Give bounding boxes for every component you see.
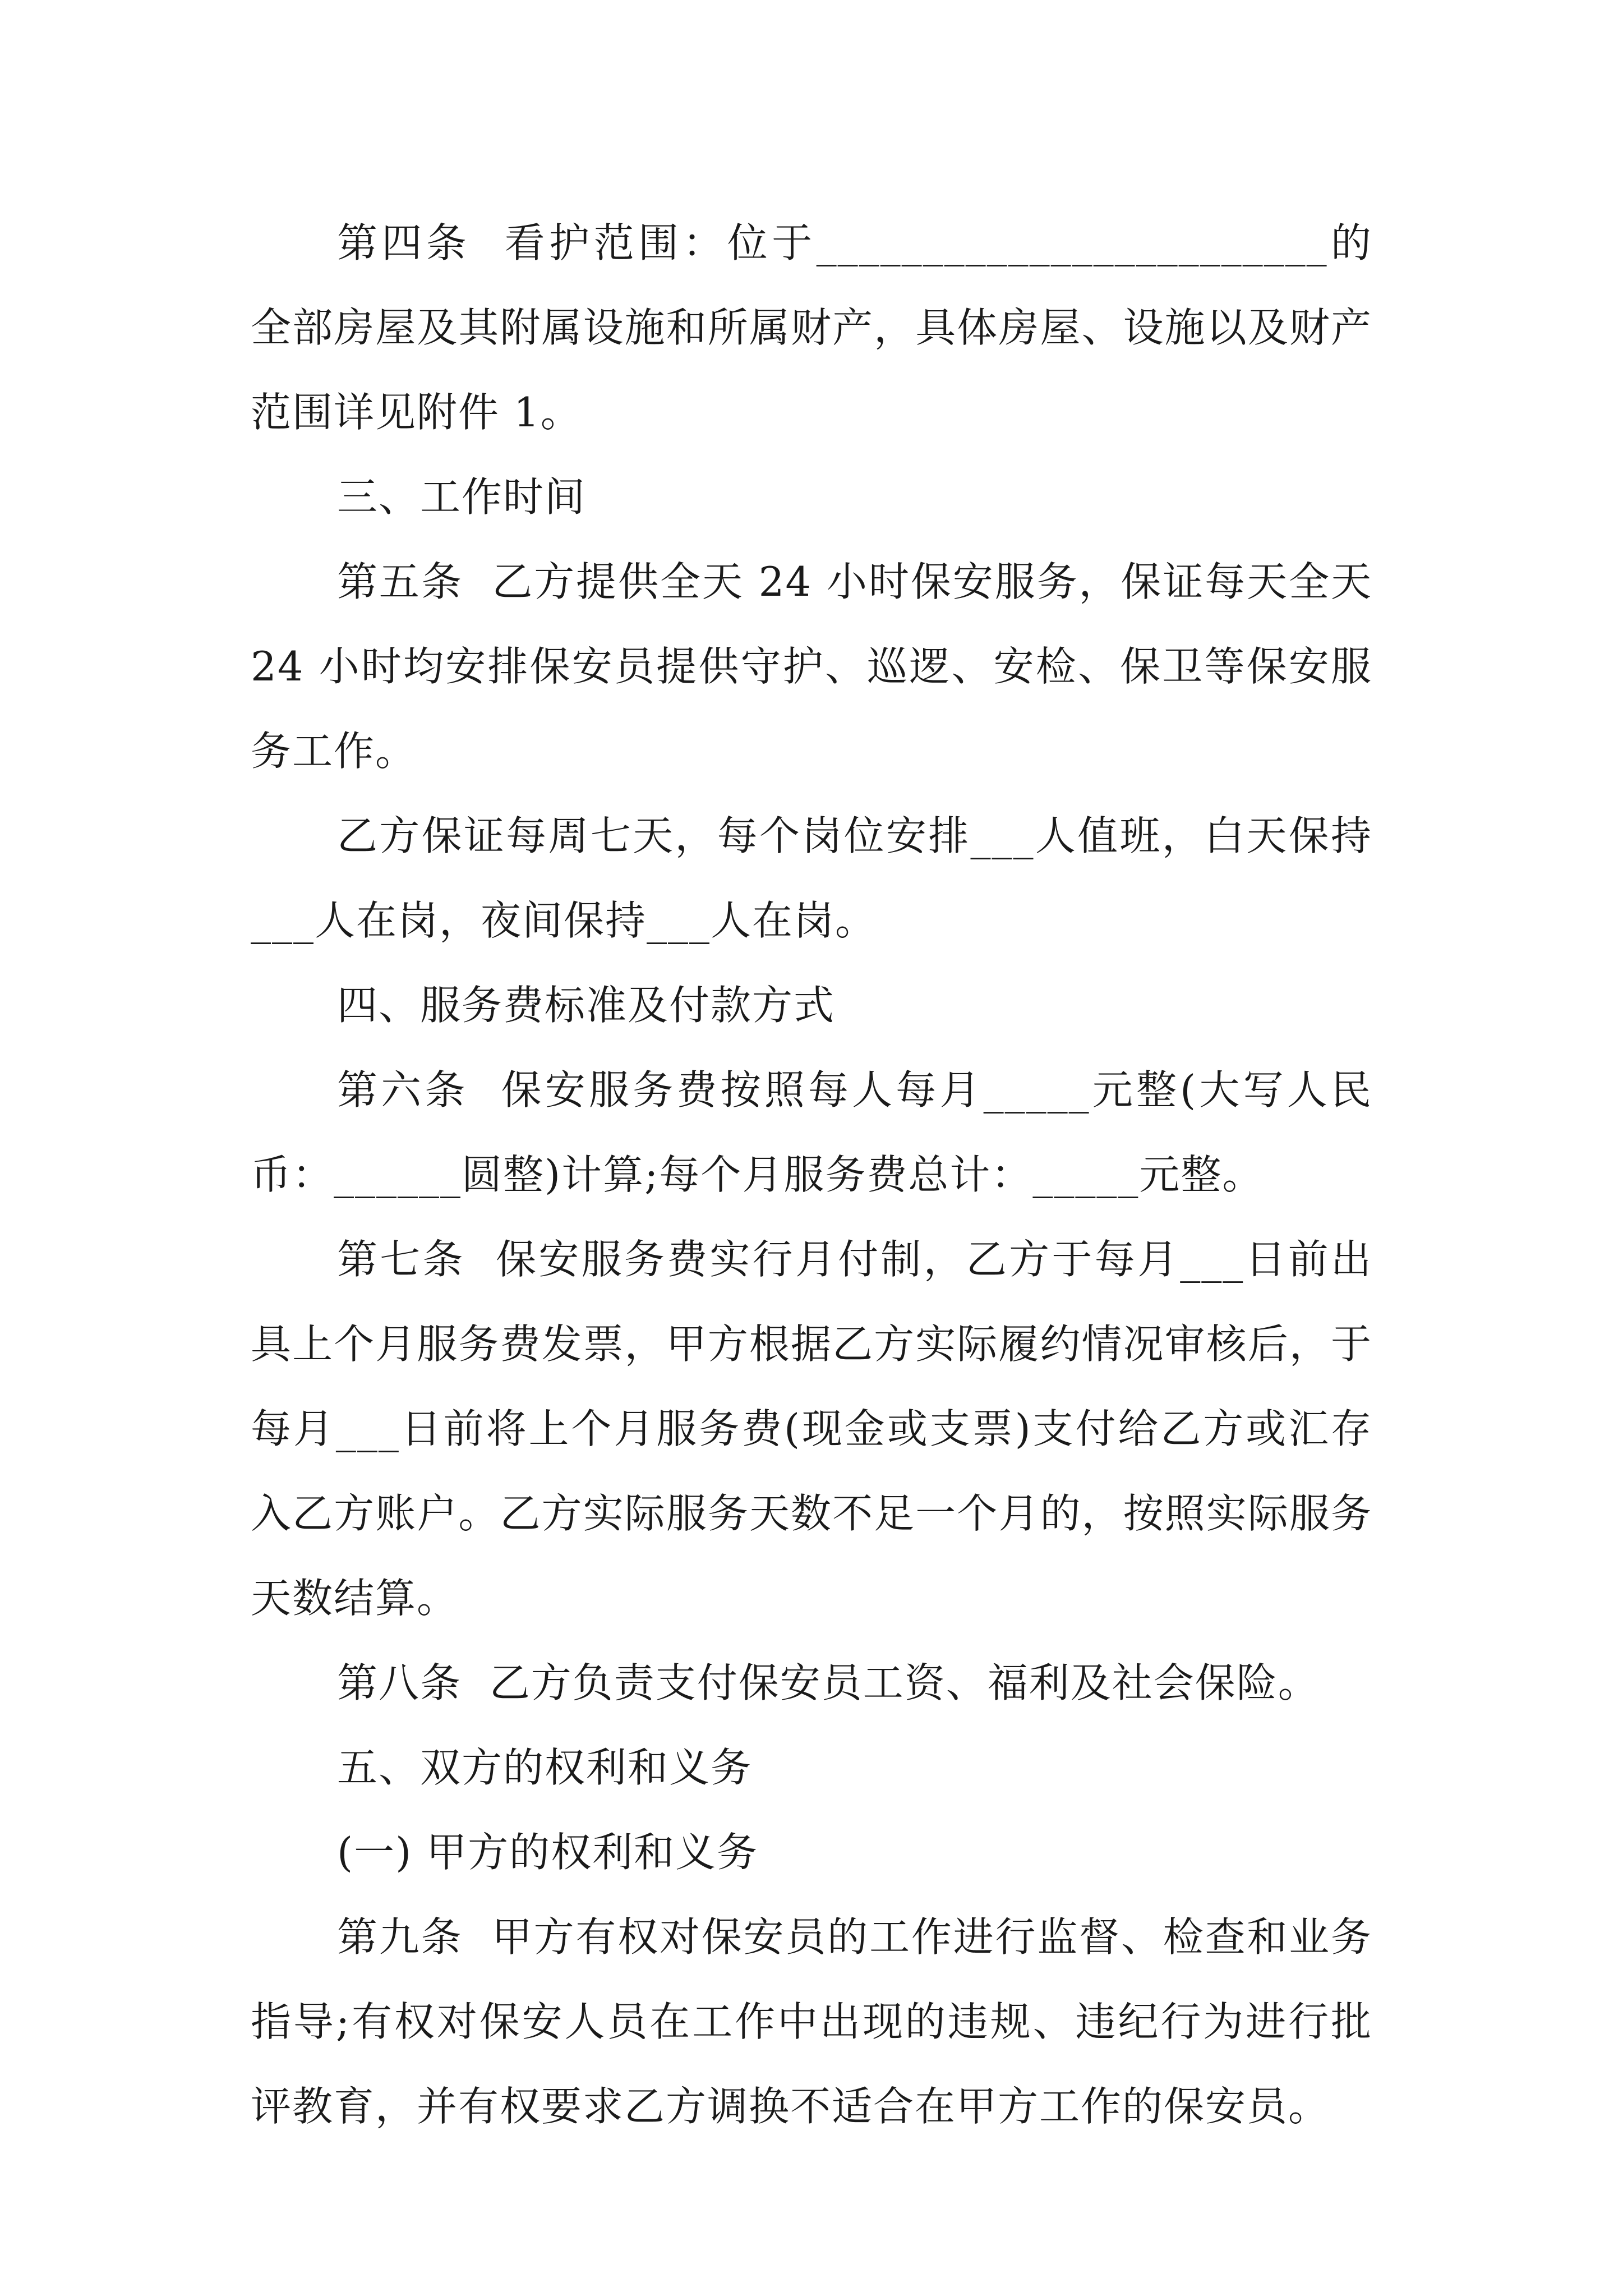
article-6-paragraph: 第六条 保安服务费按照每人每月_____元整(大写人民币：______圆整)计算;每个月服务费总计：_____元整。: [251, 1066, 1372, 1198]
section-3-heading: 三、工作时间: [337, 473, 587, 521]
document-body: [251, 201, 1386, 2149]
article-5-paragraph: 第五条 乙方提供全天 24 小时保安服务，保证每天全天 24 小时均安排保安员提供守护、巡逻、安检、保卫等保安服务工作。: [251, 558, 1386, 775]
staffing-paragraph: 乙方保证每周七天，每个岗位安排___人值班，白天保持___人在岗，夜间保持___人在岗。: [251, 812, 1372, 944]
section-4-heading: 四、服务费标准及付款方式: [337, 982, 836, 1029]
article-8-paragraph: 第八条 乙方负责支付保安员工资、福利及社会保险。: [337, 1659, 1320, 1706]
section-5-heading: 五、双方的权利和义务: [337, 1744, 753, 1791]
article-9-paragraph: 第九条 甲方有权对保安员的工作进行监督、检查和业务指导;有权对保安人员在工作中出现的违规、违纪行为进行批评教育，并有权要求乙方调换不适合在甲方工作的保安员。: [251, 1913, 1372, 2130]
article-4-scope-paragraph: 第四条 看护范围：位于________________________的全部房屋及其附属设施和所属财产，具体房屋、设施以及财产范围详见附件 1。: [251, 219, 1372, 436]
article-7-paragraph: 第七条 保安服务费实行月付制，乙方于每月___日前出具上个月服务费发票，甲方根据乙方实际履约情况审核后，于每月___日前将上个月服务费(现金或支票)支付给乙方或汇存入乙方账户。乙方实际服务天数不足一个月的，按照实际服务天数结算。: [251, 1236, 1372, 1622]
subsection-1-heading: (一) 甲方的权利和义务: [337, 1829, 759, 1876]
